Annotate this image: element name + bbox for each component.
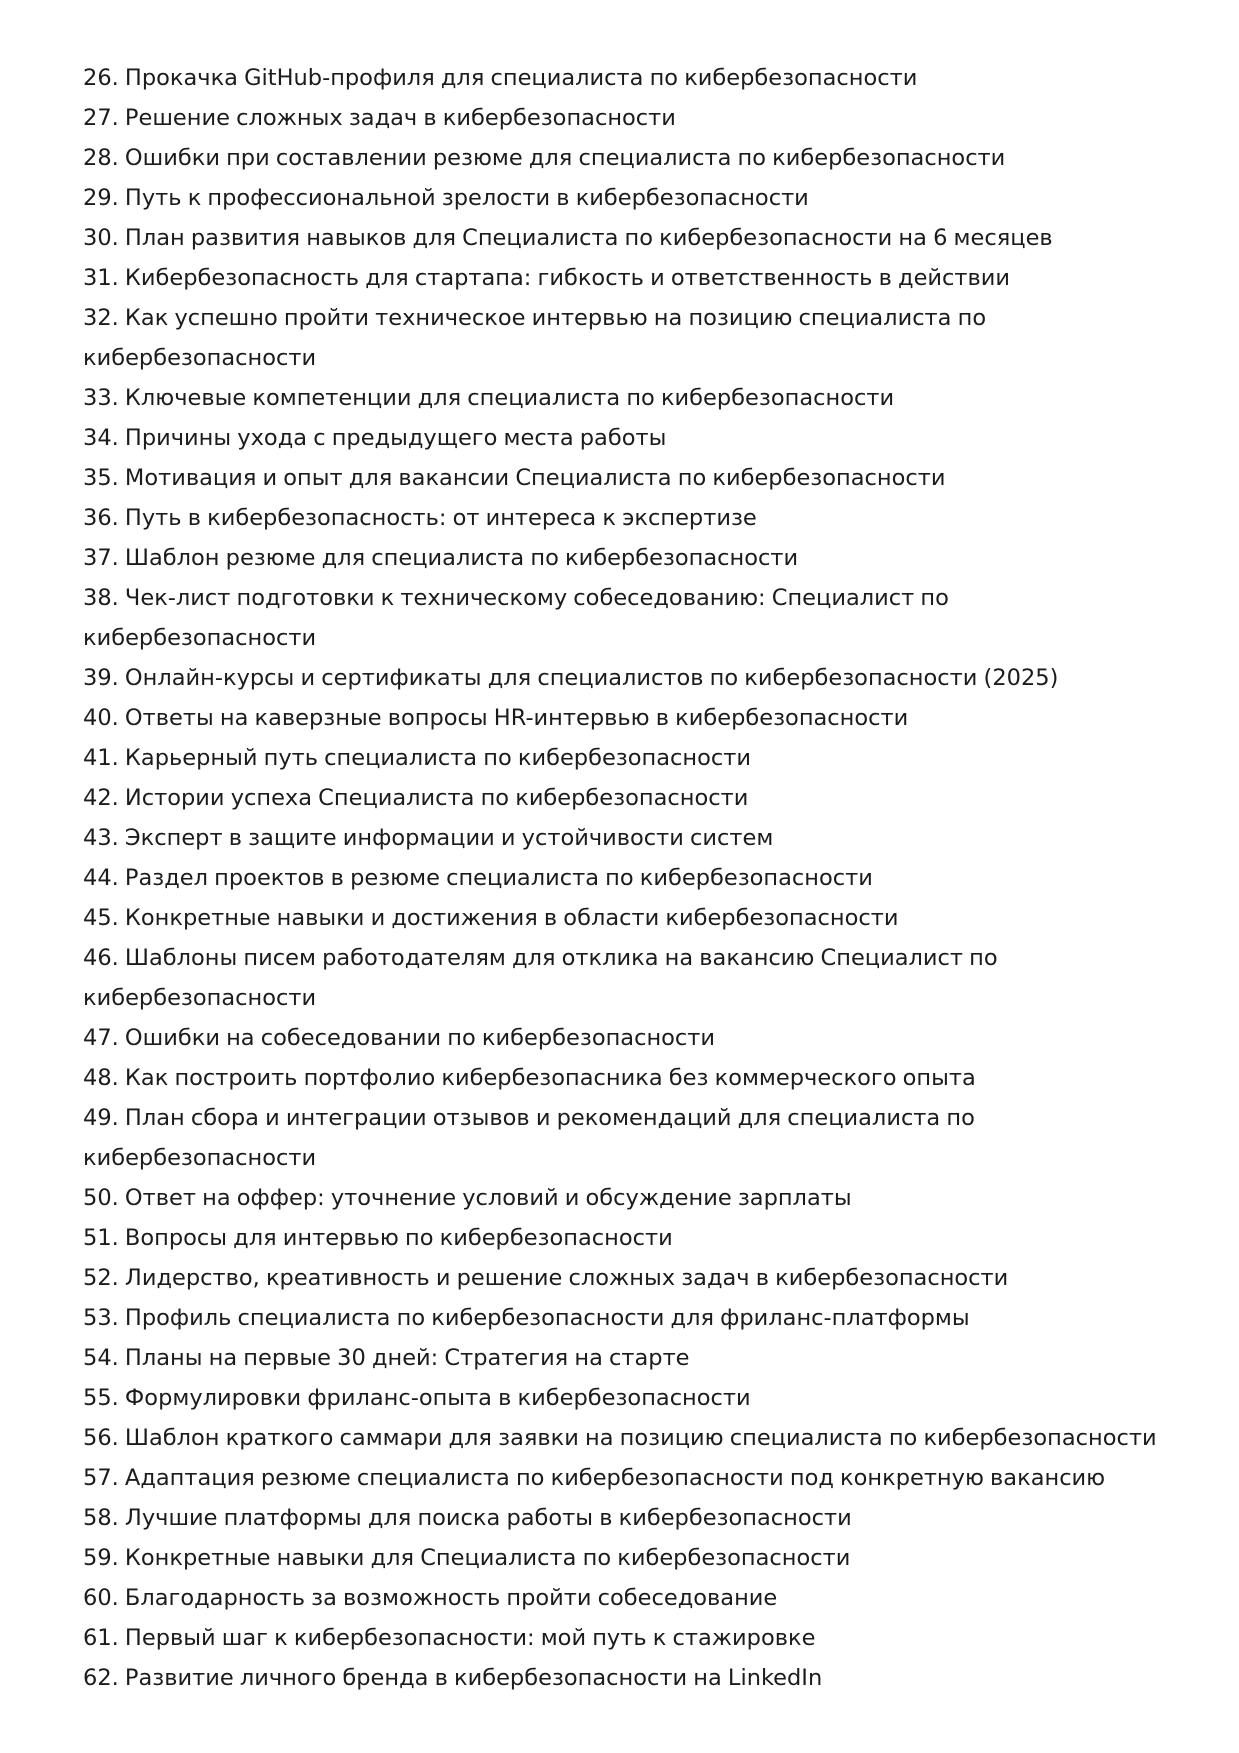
list-item: 27. Решение сложных задач в кибербезопасности: [83, 105, 676, 131]
list-item: 44. Раздел проектов в резюме специалиста по кибербезопасности: [83, 865, 873, 891]
list-item: 45. Конкретные навыки и достижения в области кибербезопасности: [83, 905, 899, 931]
list-item: 61. Первый шаг к кибербезопасности: мой путь к стажировке: [83, 1625, 816, 1651]
list-item: 37. Шаблон резюме для специалиста по кибербезопасности: [83, 545, 799, 571]
list-item: 59. Конкретные навыки для Специалиста по кибербезопасности: [83, 1545, 851, 1571]
list-item: 32. Как успешно пройти техническое интервью на позицию специалиста по кибербезопасности: [83, 305, 987, 371]
list-item: 47. Ошибки на собеседовании по кибербезопасности: [83, 1025, 716, 1051]
list-item: 30. План развития навыков для Специалиста по кибербезопасности на 6 месяцев: [83, 225, 1053, 251]
list-item: 40. Ответы на каверзные вопросы HR-интервью в кибербезопасности: [83, 705, 909, 731]
list-item: 41. Карьерный путь специалиста по кибербезопасности: [83, 745, 751, 771]
article-list: [83, 58, 1163, 1698]
list-item: 62. Развитие личного бренда в кибербезопасности на LinkedIn: [83, 1665, 823, 1691]
list-item: 60. Благодарность за возможность пройти собеседование: [83, 1585, 778, 1611]
list-item: 36. Путь в кибербезопасность: от интереса к экспертизе: [83, 505, 757, 531]
list-item: 48. Как построить портфолио кибербезопасника без коммерческого опыта: [83, 1065, 976, 1091]
list-item: 26. Прокачка GitHub-профиля для специалиста по кибербезопасности: [83, 65, 918, 91]
list-item: 31. Кибербезопасность для стартапа: гибкость и ответственность в действии: [83, 265, 1011, 291]
list-item: 33. Ключевые компетенции для специалиста по кибербезопасности: [83, 385, 895, 411]
list-item: 28. Ошибки при составлении резюме для специалиста по кибербезопасности: [83, 145, 1006, 171]
list-item: 50. Ответ на оффер: уточнение условий и обсуждение зарплаты: [83, 1185, 852, 1211]
list-item: 51. Вопросы для интервью по кибербезопасности: [83, 1225, 673, 1251]
list-item: 42. Истории успеха Специалиста по кибербезопасности: [83, 785, 749, 811]
list-item: 49. План сбора и интеграции отзывов и рекомендаций для специалиста по кибербезопасности: [83, 1105, 975, 1171]
list-item: 46. Шаблоны писем работодателям для отклика на вакансию Специалист по кибербезопасности: [83, 945, 998, 1011]
list-item: 39. Онлайн-курсы и сертификаты для специалистов по кибербезопасности (2025): [83, 665, 1059, 691]
list-item: 57. Адаптация резюме специалиста по кибербезопасности под конкретную вакансию: [83, 1465, 1106, 1491]
list-item: 58. Лучшие платформы для поиска работы в кибербезопасности: [83, 1505, 852, 1531]
list-item: 35. Мотивация и опыт для вакансии Специалиста по кибербезопасности: [83, 465, 946, 491]
list-item: 34. Причины ухода с предыдущего места работы: [83, 425, 667, 451]
list-item: 52. Лидерство, креативность и решение сложных задач в кибербезопасности: [83, 1265, 1009, 1291]
list-item: 29. Путь к профессиональной зрелости в кибербезопасности: [83, 185, 809, 211]
list-item: 56. Шаблон краткого саммари для заявки на позицию специалиста по кибербезопасности: [83, 1425, 1157, 1451]
list-item: 38. Чек-лист подготовки к техническому собеседованию: Специалист по кибербезопасности: [83, 585, 949, 651]
list-item: 53. Профиль специалиста по кибербезопасности для фриланс-платформы: [83, 1305, 970, 1331]
list-item: 54. Планы на первые 30 дней: Стратегия на старте: [83, 1345, 690, 1371]
list-item: 55. Формулировки фриланс-опыта в кибербезопасности: [83, 1385, 751, 1411]
list-item: 43. Эксперт в защите информации и устойчивости систем: [83, 825, 774, 851]
